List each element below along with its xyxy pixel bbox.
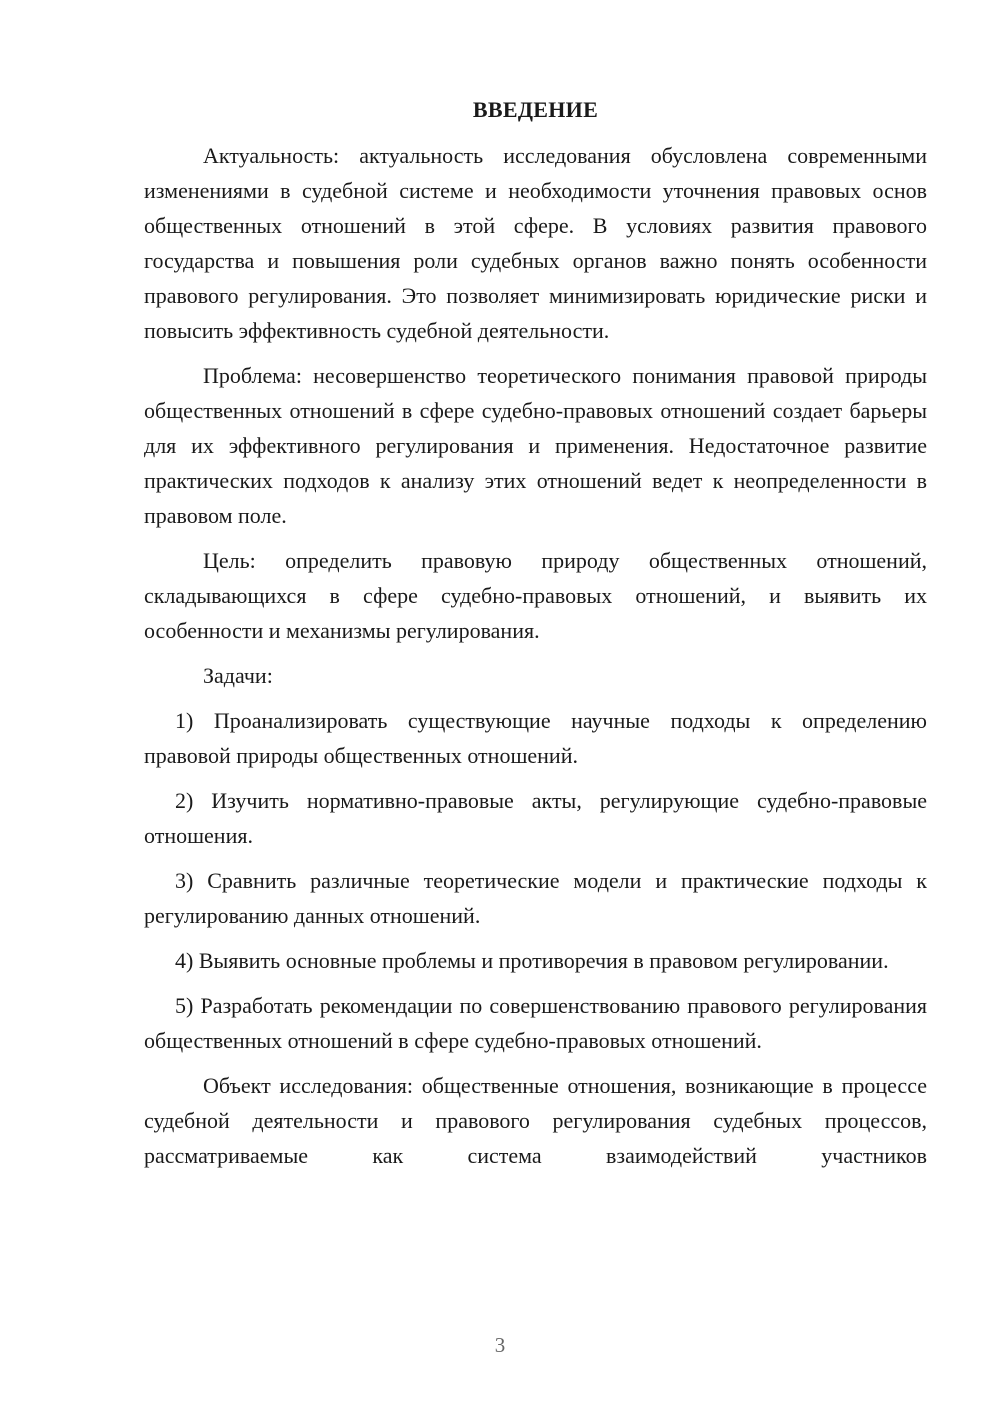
tasks-heading: Задачи:	[203, 663, 273, 688]
task-item-4: 4) Выявить основные проблемы и противоречия в правовом регулировании.	[175, 948, 889, 973]
task-item-1: 1) Проанализировать существующие научные подходы к определению правовой природы общественных отношений.	[144, 708, 927, 768]
task-item-5: 5) Разработать рекомендации по совершенствованию правового регулирования общественных отношений в сфере судебно-правовых отношений.	[144, 993, 927, 1053]
relevance-paragraph: Актуальность: актуальность исследования обусловлена современными изменениями в судебной системе и необходимости уточнения правовых основ общественных отношений в этой сфере. В условиях развития правового государства и повышения роли судебных органов важно понять особенности правового регулирования. Это позволяет минимизировать юридические риски и повысить эффективность судебной деятельности.	[144, 143, 927, 343]
problem-paragraph: Проблема: несовершенство теоретического понимания правовой природы общественных отношений в сфере судебно-правовых отношений создает барьеры для их эффективного регулирования и применения. Недостаточное развитие практических подходов к анализу этих отношений ведет к неопределенности в правовом поле.	[144, 363, 927, 528]
page-body	[144, 94, 927, 1183]
task-item-2: 2) Изучить нормативно-правовые акты, регулирующие судебно-правовые отношения.	[144, 788, 927, 848]
section-title: ВВЕДЕНИЕ	[472, 97, 599, 122]
goal-paragraph: Цель: определить правовую природу общественных отношений, складывающихся в сфере судебно-правовых отношений, и выявить их особенности и механизмы регулирования.	[144, 548, 927, 643]
research-object-paragraph: Объект исследования: общественные отношения, возникающие в процессе судебной деятельности и правового регулирования судебных процессов, рассматриваемые как система взаимодействий участников	[144, 1073, 927, 1168]
task-item-3: 3) Сравнить различные теоретические модели и практические подходы к регулированию данных отношений.	[144, 868, 927, 928]
page-number: 3	[494, 1333, 506, 1357]
